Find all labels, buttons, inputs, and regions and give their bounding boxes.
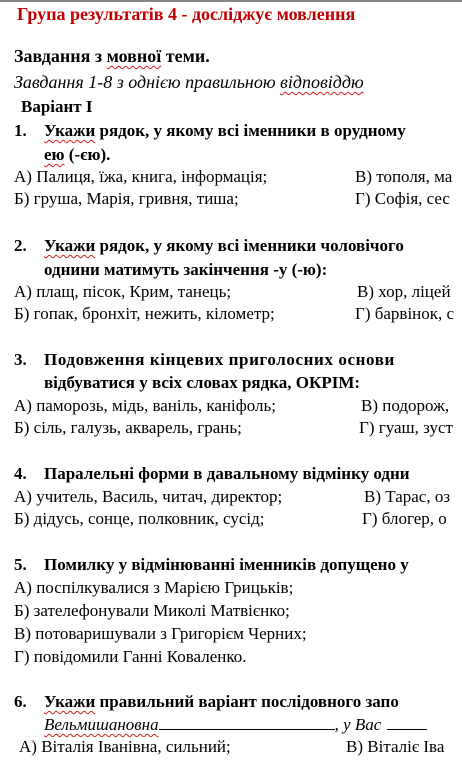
option-v: В) хор, ліцей bbox=[357, 282, 451, 301]
option-g: Г) барвінок, с bbox=[355, 304, 455, 323]
option-a: А) учитель, Василь, читач, директор; bbox=[14, 487, 283, 506]
question-text: Подовження кінцевих приголосних основи bbox=[44, 350, 395, 369]
question-text: правильний варіант послідовного запо bbox=[95, 692, 399, 711]
option-b: Б) гопак, бронхіт, нежить, кілометр; bbox=[14, 304, 275, 323]
question-3-line-2: відбуватися у всіх словах рядка, ОКРІМ: bbox=[44, 373, 361, 392]
section-subtitle-part: Завдання 1-8 з однією правильною bbox=[14, 72, 281, 92]
question-text: (-єю). bbox=[64, 145, 111, 164]
question-text-underlined: ею bbox=[44, 145, 65, 164]
header-title-text: Група результатів 4 - досліджує мовлення bbox=[17, 4, 356, 24]
answer-blank[interactable] bbox=[159, 714, 335, 730]
question-1 bbox=[14, 121, 406, 141]
question-text-underlined: Укажи bbox=[44, 121, 96, 140]
section-subtitle bbox=[14, 72, 364, 92]
section-subtitle-underlined: відповіддю bbox=[280, 72, 364, 92]
option-g: Г) повідомили Ганні Коваленко. bbox=[14, 647, 247, 666]
option-b: Б) дідусь, сонце, полковник, сусід; bbox=[14, 509, 265, 528]
question-text-underlined: Укажи bbox=[44, 236, 96, 255]
option-a: А) Віталія Іванівна, сильний; bbox=[19, 737, 231, 756]
option-b: Б) сіль, галузь, акварель, грань; bbox=[14, 418, 242, 437]
header-title bbox=[17, 4, 355, 24]
question-text: Паралельні форми в давальному відмінку одни bbox=[44, 464, 410, 483]
question-text: Помилку у відмінюванні іменників допущено у bbox=[44, 555, 409, 574]
option-g: Г) гуаш, зуст bbox=[359, 418, 453, 437]
variant-text: Варіант І bbox=[21, 97, 93, 116]
question-number: 3. bbox=[14, 350, 27, 369]
option-a: А) плащ, пісок, Крим, танець; bbox=[14, 282, 232, 301]
option-g: Г) Софія, сес bbox=[355, 189, 450, 208]
option-a: А) паморозь, мідь, ваніль, каніфоль; bbox=[14, 396, 276, 415]
answer-blank[interactable] bbox=[387, 714, 427, 730]
section-title bbox=[14, 46, 210, 66]
question-3 bbox=[14, 350, 395, 370]
question-number: 6. bbox=[14, 692, 27, 711]
question-4 bbox=[14, 464, 410, 484]
question-5 bbox=[14, 555, 409, 575]
question-text: , у Вас bbox=[334, 715, 382, 734]
top-border bbox=[0, 0, 462, 2]
option-g: Г) блогер, о bbox=[362, 509, 447, 528]
question-number: 5. bbox=[14, 555, 27, 574]
option-a: А) поспілкувалися з Марією Грицьків; bbox=[14, 578, 294, 597]
section-title-part: теми. bbox=[161, 46, 210, 66]
section-title-part: Завдання з bbox=[14, 46, 107, 66]
question-number: 1. bbox=[14, 121, 27, 140]
question-number: 4. bbox=[14, 464, 27, 483]
option-v: В) подорож, bbox=[361, 396, 450, 415]
question-text-underlined: Укажи bbox=[44, 692, 96, 711]
question-number: 2. bbox=[14, 236, 27, 255]
question-1-line-2 bbox=[44, 145, 110, 165]
section-title-underlined: мовної bbox=[106, 46, 162, 66]
question-text-underlined: Вельмишановна bbox=[44, 715, 159, 734]
question-2 bbox=[14, 236, 404, 256]
question-6-line-2 bbox=[44, 714, 427, 735]
variant-label bbox=[21, 97, 93, 117]
question-2-line-2: однини матимуть закінчення -у (-ю): bbox=[44, 260, 328, 279]
option-v: В) Тарас, оз bbox=[364, 487, 451, 506]
question-text: рядок, у якому всі іменники чоловічого bbox=[95, 236, 404, 255]
option-a: А) Палиця, їжа, книга, інформація; bbox=[14, 167, 268, 186]
option-v: В) тополя, ма bbox=[355, 167, 453, 186]
question-6 bbox=[14, 692, 399, 712]
option-v: В) Віталіє Іва bbox=[346, 737, 445, 756]
question-text: рядок, у якому всі іменники в орудному bbox=[95, 121, 406, 140]
option-v: В) потоваришували з Григорієм Черних; bbox=[14, 624, 307, 643]
option-b: Б) зателефонували Миколі Матвієнко; bbox=[14, 601, 290, 620]
option-b: Б) груша, Марія, гривня, тиша; bbox=[14, 189, 239, 208]
